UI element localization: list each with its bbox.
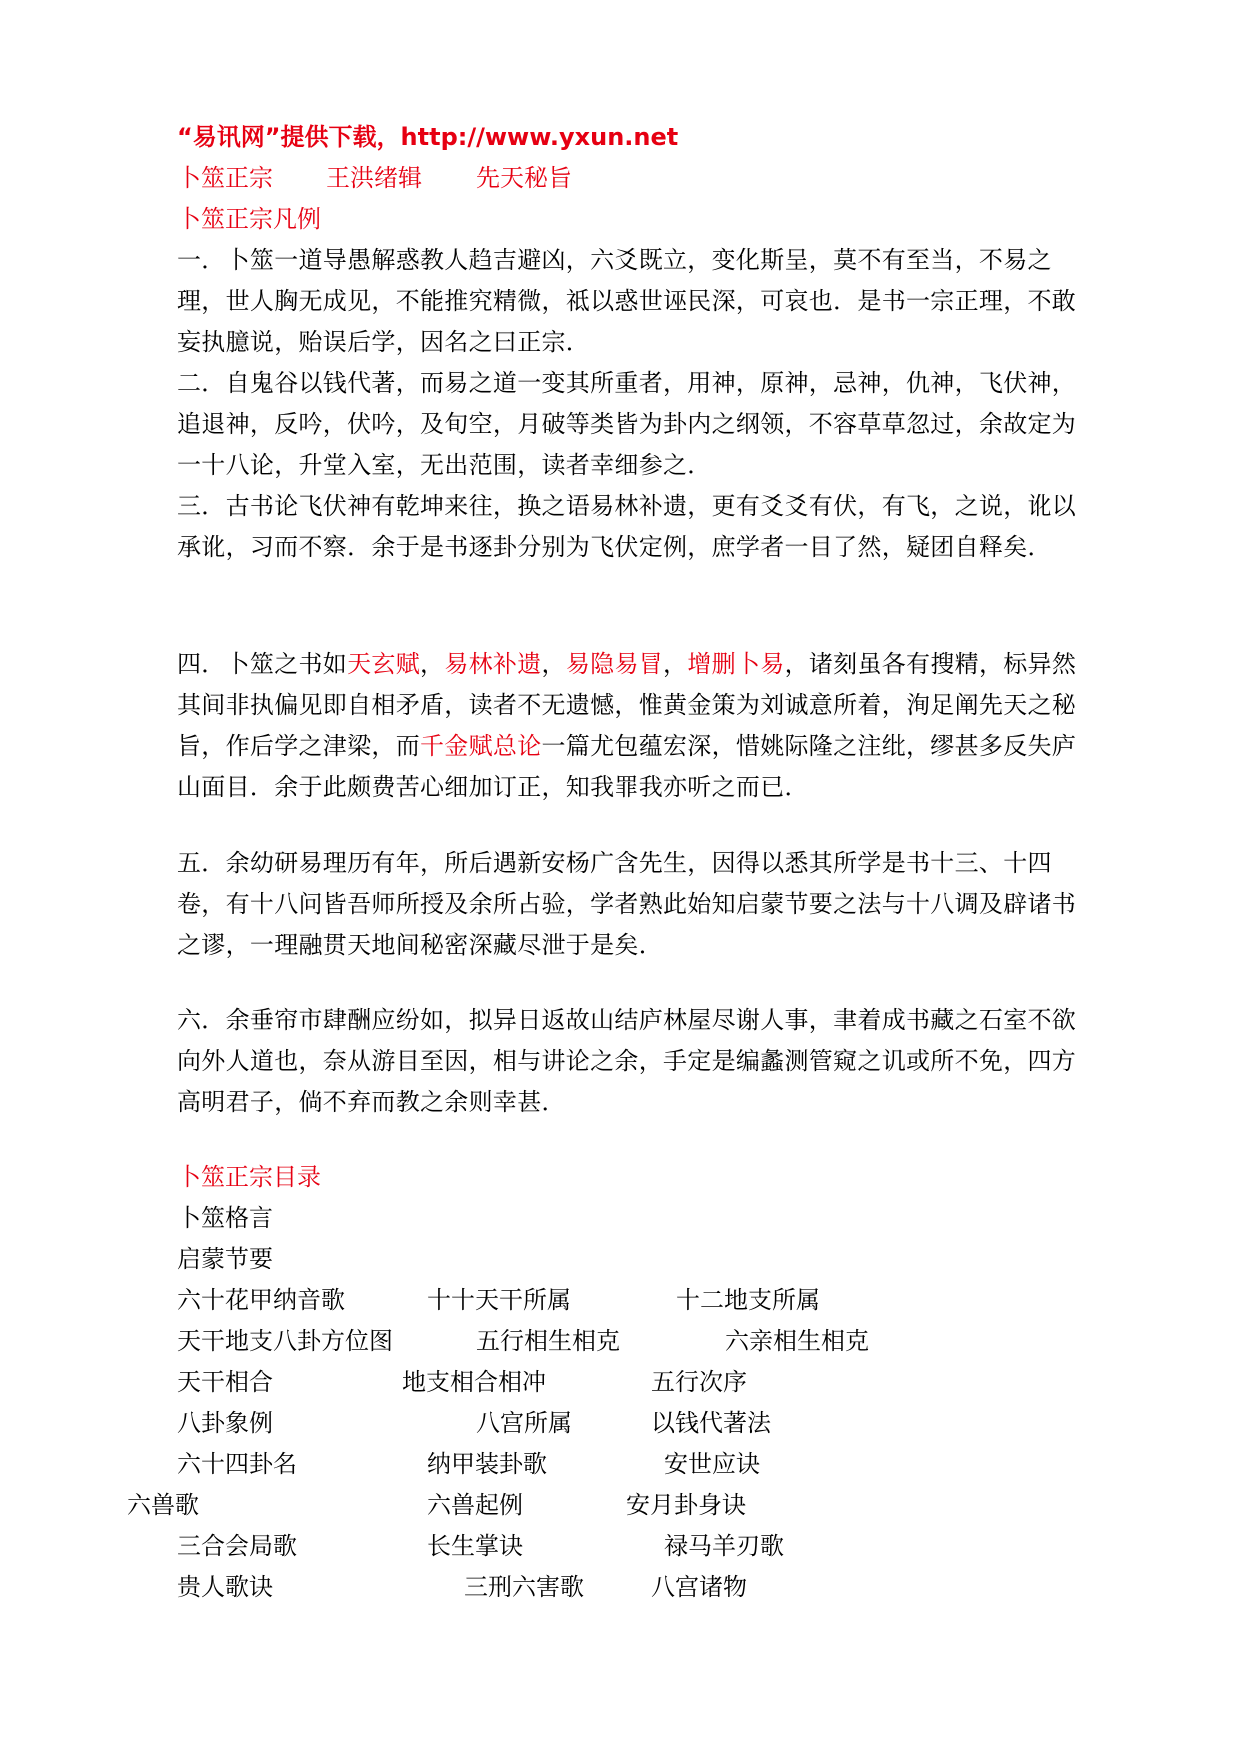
toc-item: 安月卦身诀: [626, 1491, 746, 1519]
toc-item: 十十天干所属: [427, 1286, 571, 1314]
rule-1: 一．卜筮一道导愚解惑教人趋吉避凶，六爻既立，变化斯呈，莫不有至当，不易之理，世人胸无成见，不能推究精微，祗以惑世诬民深，可哀也．是书一宗正理，不敢妄执臆说，贻误后学，因名之曰正宗．: [177, 246, 1077, 356]
toc-item: 以钱代著法: [651, 1409, 771, 1437]
toc-item: 天干相合: [177, 1368, 273, 1396]
toc-item: 十二地支所属: [676, 1286, 820, 1314]
toc-title: 卜筮正宗目录: [177, 1163, 321, 1191]
toc-item: 六兽起例: [427, 1491, 523, 1519]
rule-4-text-a: 四．卜筮之书如: [177, 650, 348, 678]
toc-item: 六十花甲纳音歌: [177, 1286, 345, 1314]
toc-item: 六亲相生相克: [725, 1327, 869, 1355]
rule-5: 五．余幼研易理历有年，所后遇新安杨广含先生，因得以悉其所学是书十三、十四卷，有十八问皆吾师所授及余所占验，学者熟此始知启蒙节要之法与十八调及辟诸书之谬，一理融贯天地间秘密深藏尽泄于是矣．: [177, 849, 1077, 959]
toc-item: 八宫所属: [476, 1409, 572, 1437]
toc-item: 六兽歌: [127, 1491, 199, 1519]
toc-item: 启蒙节要: [177, 1245, 273, 1273]
rule-4: [177, 644, 1077, 808]
separator: ，: [663, 650, 688, 678]
book-ref-yilinbuyi: 易林补遗: [444, 650, 542, 678]
rule-6: 六．余垂帘市肆酬应纷如，拟异日返故山结庐林屋尽谢人事，聿着成书藏之石室不欲向外人道也，奈从游目至因，相与讲论之余，手定是编蠡测管窥之讥或所不免，四方高明君子，倘不弃而教之余则幸甚．: [177, 1006, 1077, 1116]
toc-item: 三刑六害歌: [464, 1573, 584, 1601]
toc-item: 禄马羊刃歌: [664, 1532, 784, 1560]
toc-item: 三合会局歌: [177, 1532, 297, 1560]
toc-item: 五行次序: [651, 1368, 747, 1396]
toc-item: 地支相合相冲: [402, 1368, 546, 1396]
book-ref-zengshanbuyi: 增删卜易: [687, 650, 785, 678]
book-ref-yiyinyimao: 易隐易冒: [565, 650, 664, 678]
download-notice: “易讯网”提供下载，http://www.yxun.net: [177, 123, 679, 151]
toc-item: 卜筮格言: [177, 1204, 273, 1232]
separator: ，: [420, 650, 445, 678]
toc-item: 六十四卦名: [177, 1450, 297, 1478]
compiler-name: 王洪绪辑: [326, 164, 422, 192]
toc-item: 天干地支八卦方位图: [177, 1327, 393, 1355]
book-title: 卜筮正宗: [177, 164, 273, 192]
rule-4-text-b: ，诸刻虽各有搜精，标异然其间非执偏见即自相矛盾，读者不无遗憾，惟黄金策为刘诚意所着，洵足阐先天之秘旨，作后学之津梁，而: [177, 650, 1077, 760]
book-ref-tianxuanfu: 天玄赋: [347, 650, 421, 678]
toc-item: 贵人歌诀: [177, 1573, 273, 1601]
toc-item: 长生掌诀: [427, 1532, 523, 1560]
rule-3: 三．古书论飞伏神有乾坤来往，换之语易林补遗，更有爻爻有伏，有飞，之说，讹以承讹，习而不察．余于是书逐卦分别为飞伏定例，庶学者一目了然，疑团自释矣．: [177, 492, 1077, 561]
rule-2: 二．自鬼谷以钱代著，而易之道一变其所重者，用神，原神，忌神，仇神，飞伏神，追退神，反吟，伏吟，及旬空，月破等类皆为卦内之纲领，不容草草忽过，余故定为一十八论，升堂入室，无出范围，读者幸细参之．: [177, 369, 1077, 479]
toc-item: 纳甲装卦歌: [427, 1450, 547, 1478]
rule-4-text-c: 一篇尤包蕴宏深，惜姚际隆之注纰，缪甚多反失庐山面目．余于此颇费苦心细加订正，知我罪我亦听之而已．: [177, 732, 1077, 801]
toc-item: 八卦象例: [177, 1409, 273, 1437]
toc-item: 安世应诀: [664, 1450, 760, 1478]
rules-title: 卜筮正宗凡例: [177, 205, 321, 233]
separator: ，: [541, 650, 566, 678]
toc-item: 八宫诸物: [651, 1573, 747, 1601]
subtitle: 先天秘旨: [476, 164, 572, 192]
book-ref-qianjinfu: 千金赋总论: [420, 732, 542, 760]
toc-item: 五行相生相克: [476, 1327, 620, 1355]
